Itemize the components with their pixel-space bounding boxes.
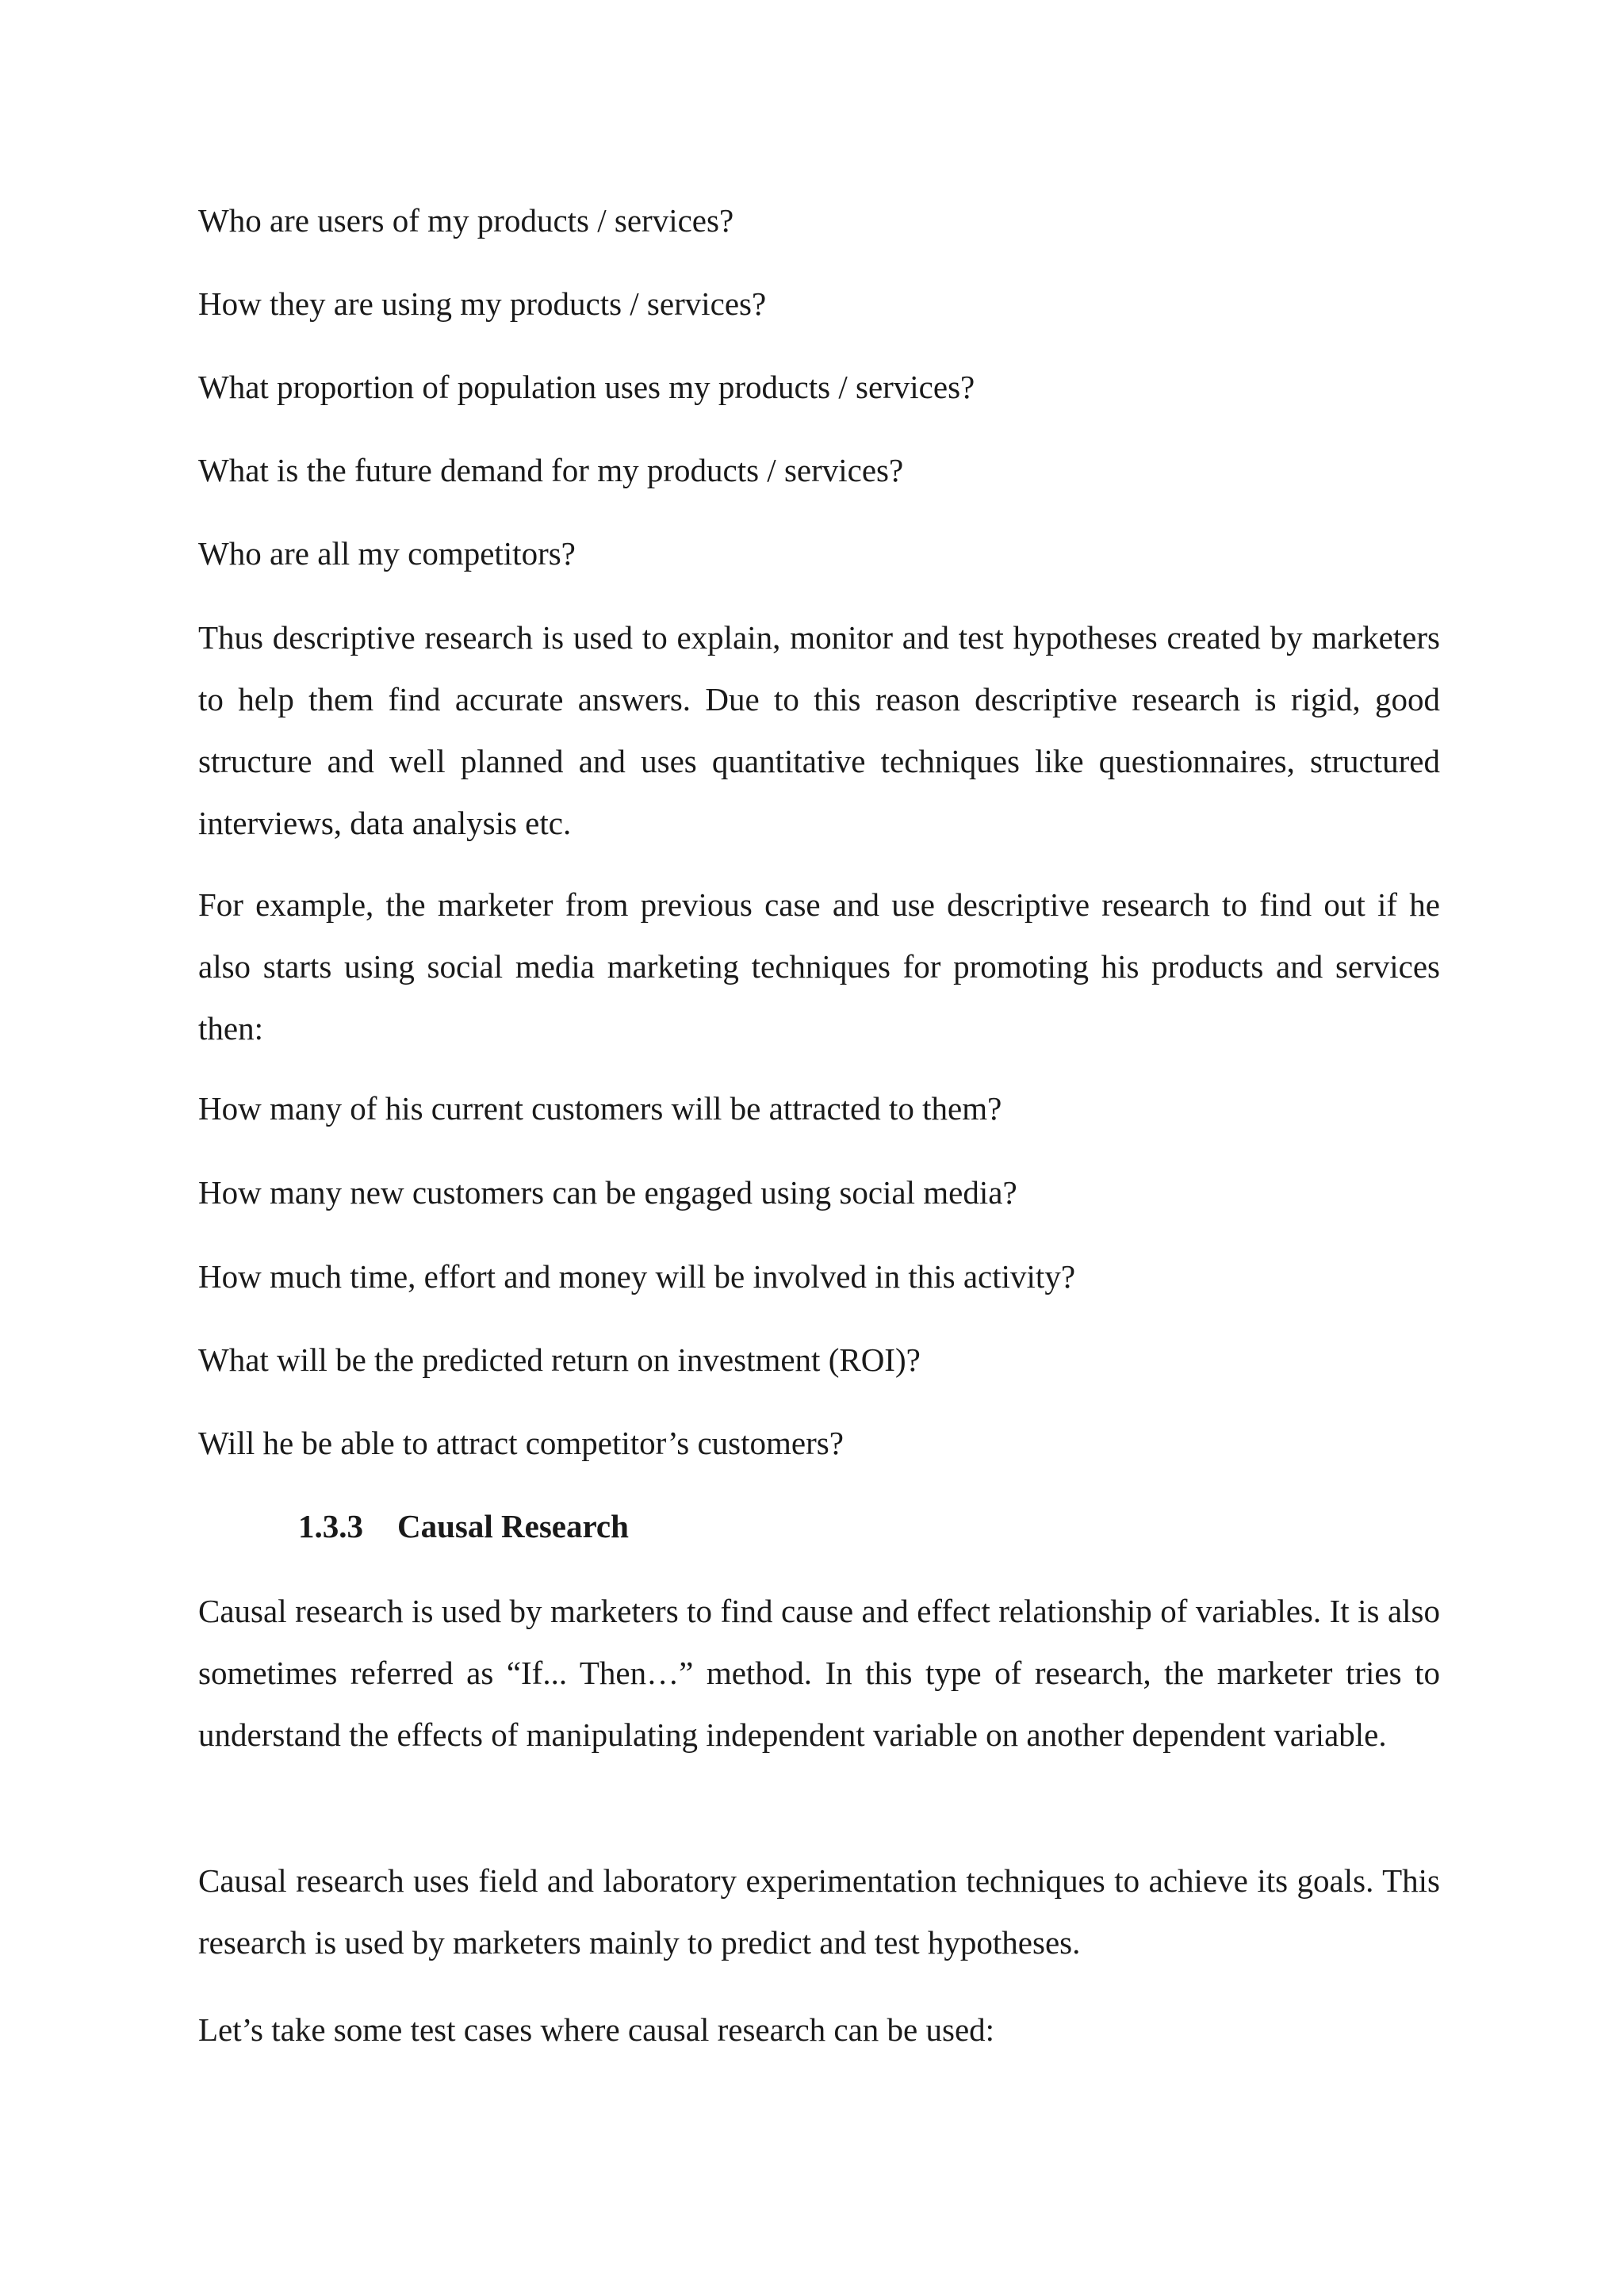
causal-paragraph: Causal research is used by marketers to find cause and effect relationship of variables. It is also sometimes referred as “If... Then…” method. In this type of research, the marketer tries to understand the effects of manipulating independent variable on another dependent variable. xyxy=(198,1593,1440,1753)
question-line: How they are using my products / services? xyxy=(198,285,767,322)
section-title: Causal Research xyxy=(397,1508,629,1544)
question-line: Will he be able to attract competitor’s customers? xyxy=(198,1425,844,1461)
question-line: How many new customers can be engaged using social media? xyxy=(198,1174,1017,1211)
causal-paragraph: Let’s take some test cases where causal research can be used: xyxy=(198,2011,995,2048)
question-line: Who are users of my products / services? xyxy=(198,202,734,239)
question-line: How many of his current customers will be attracted to them? xyxy=(198,1090,1002,1127)
question-line: What proportion of population uses my products / services? xyxy=(198,369,975,405)
section-number: 1.3.3 xyxy=(298,1508,363,1544)
question-line: What is the future demand for my products / services? xyxy=(198,452,904,488)
question-line: Who are all my competitors? xyxy=(198,535,576,572)
question-line: What will be the predicted return on investment (ROI)? xyxy=(198,1341,921,1378)
causal-paragraph: Causal research uses field and laboratory experimentation techniques to achieve its goals. This research is used by marketers mainly to predict and test hypotheses. xyxy=(198,1862,1440,1961)
question-line: How much time, effort and money will be involved in this activity? xyxy=(198,1258,1076,1295)
descriptive-paragraph: Thus descriptive research is used to explain, monitor and test hypotheses created by marketers to help them find accurate answers. Due to this reason descriptive research is rigid, good structure and well planned and uses quantitative techniques like questionnaires, structured interviews, data analysis etc. xyxy=(198,619,1440,841)
example-paragraph: For example, the marketer from previous case and use descriptive research to find out if he also starts using social media marketing techniques for promoting his products and services then: xyxy=(198,886,1440,1047)
section-heading xyxy=(298,1510,629,1543)
